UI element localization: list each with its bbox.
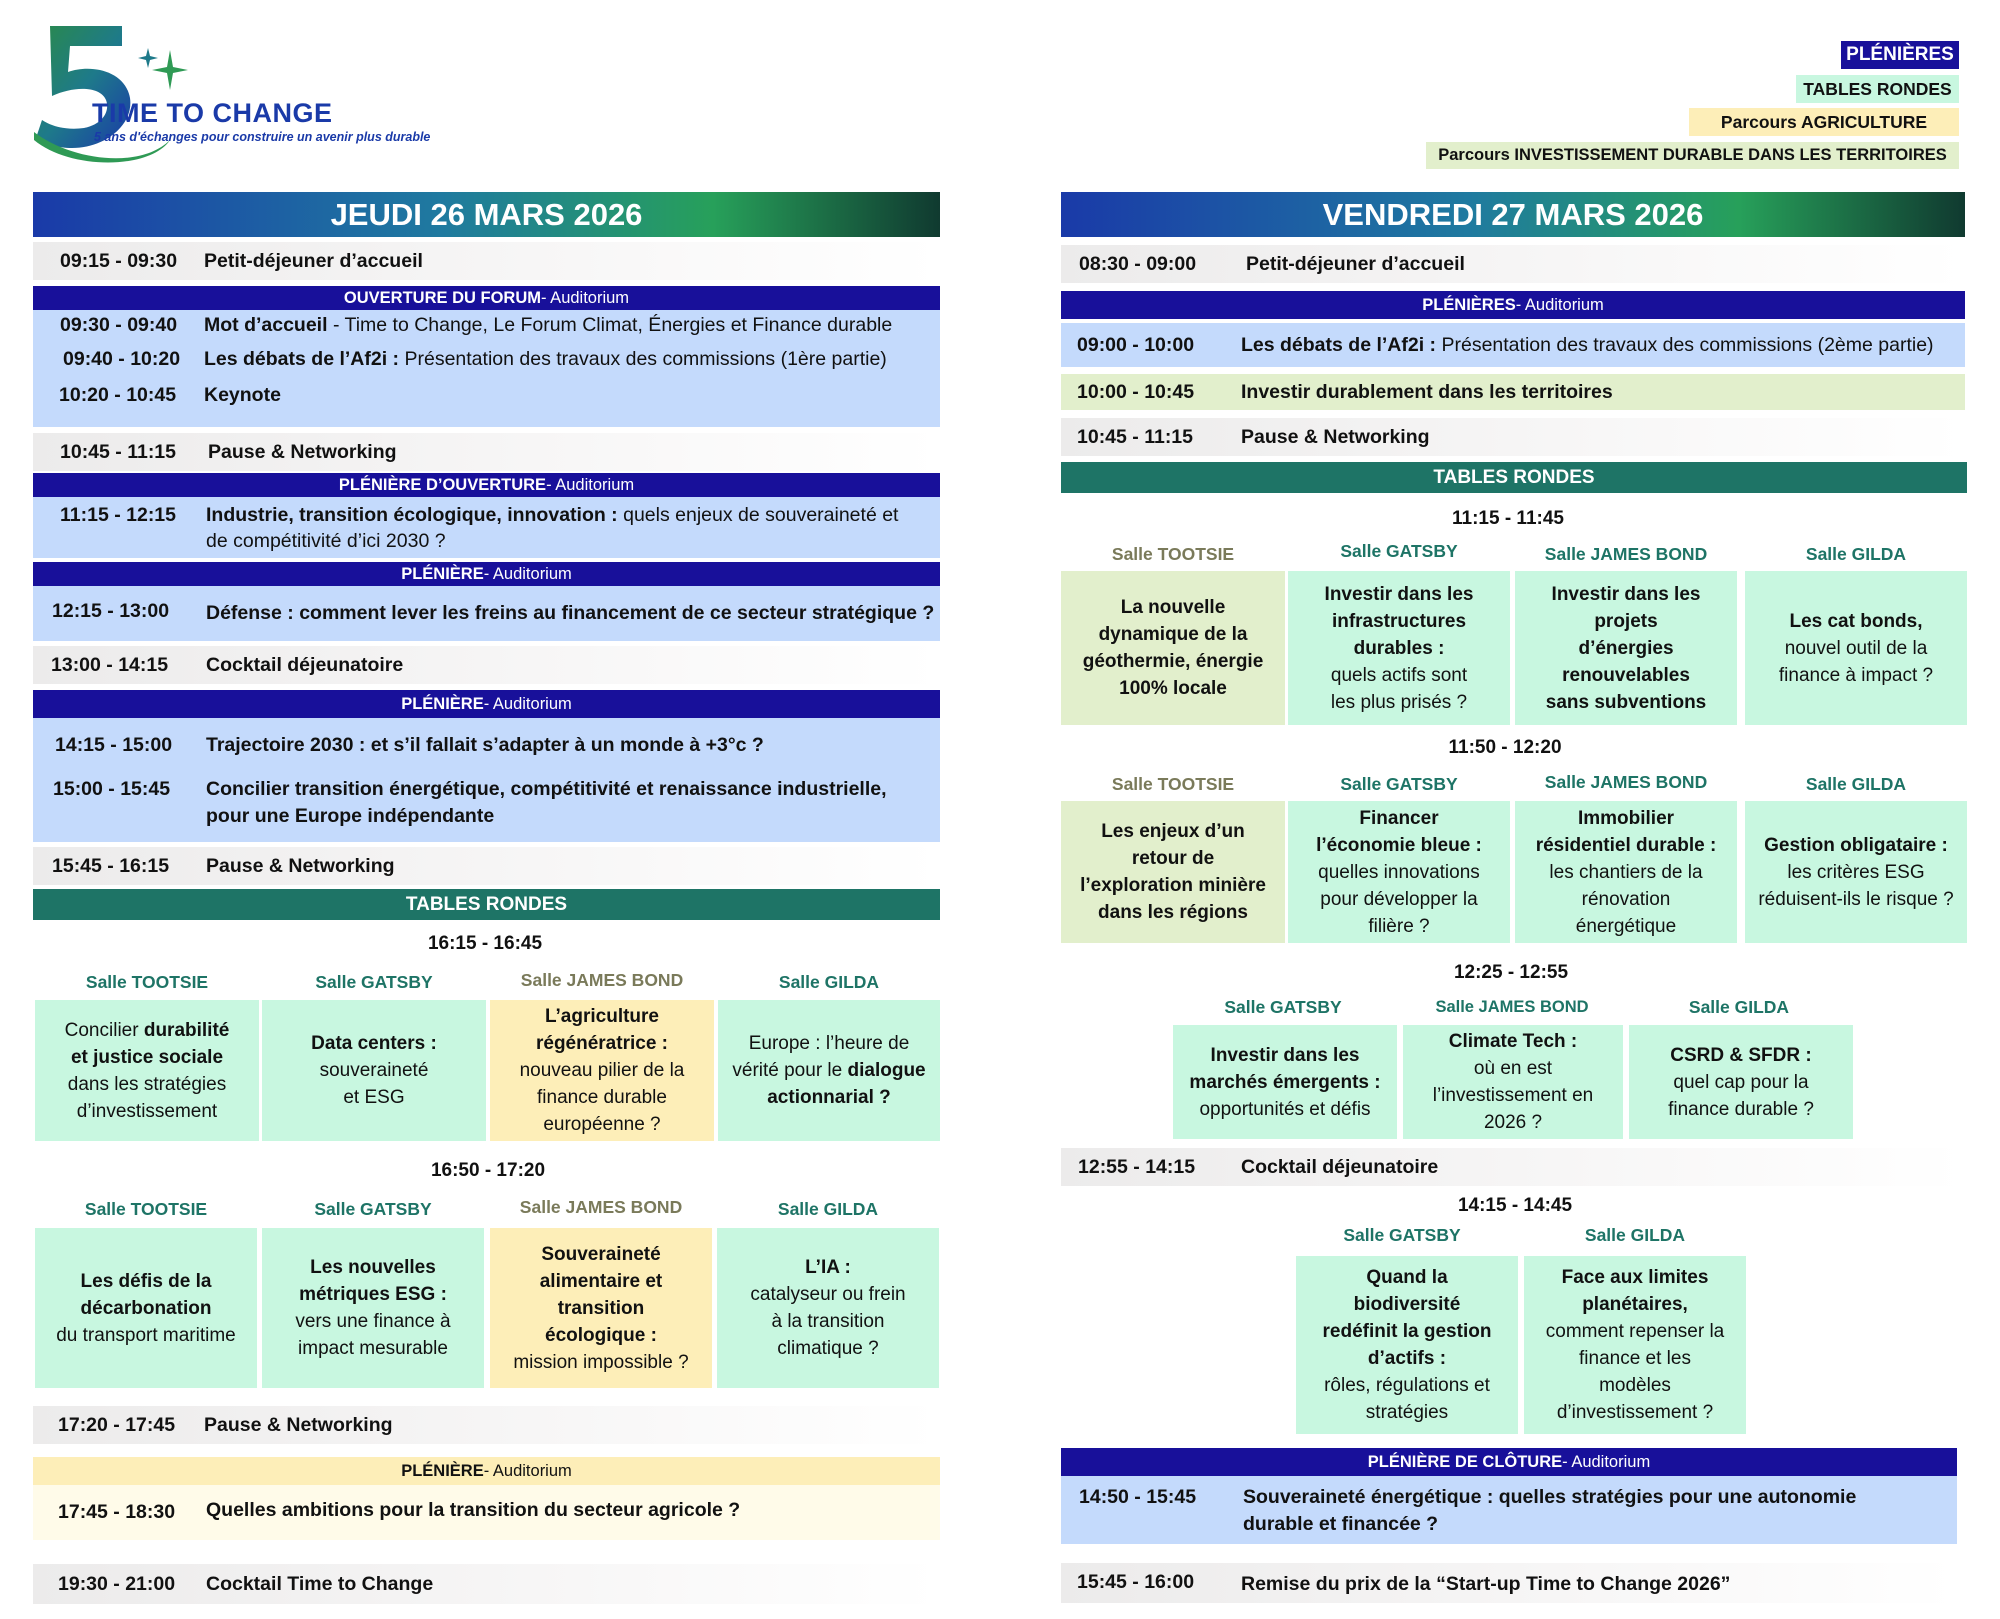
fri-table-limites: Face aux limites planétaires, comment repenser la finance et les modèles d’investissement ? xyxy=(1524,1256,1746,1434)
fri-table-renouvelables: Investir dans les projets d’énergies renouvelables sans subventions xyxy=(1515,571,1737,725)
room-label: Salle GILDA xyxy=(777,1199,879,1219)
session-title: Keynote xyxy=(204,384,281,406)
thu-pleniere2-block: 14:15 - 15:00 Trajectoire 2030 : et s’il fallait s’adapter à un monde à +3°c ? 15:00 - 15:45 Concilier transition énergétique, compétitivité et renaissance industrielle, pour une Europe indépendante xyxy=(33,718,940,842)
room-label: Salle GILDA xyxy=(1584,1225,1686,1245)
fri-table-obligataire: Gestion obligataire : les critères ESG réduisent-ils le risque ? xyxy=(1745,801,1967,943)
room-label: Salle GATSBY xyxy=(314,1199,432,1219)
thu-pleniere2-header: PLÉNIÈRE - Auditorium xyxy=(33,690,940,718)
fri-slot2-time: 11:50 - 12:20 xyxy=(1448,737,1562,758)
logo-tagline: 5 ans d'échanges pour construire un avenir plus durable xyxy=(94,130,431,144)
fri-session-breakfast: 08:30 - 09:00 Petit-déjeuner d’accueil xyxy=(1061,245,1965,283)
logo-title: TIME TO CHANGE xyxy=(92,98,333,128)
room-label: Salle GATSBY xyxy=(1340,774,1458,794)
session-time: 10:20 - 10:45 xyxy=(59,384,177,406)
thu-pleniere-agri-header: PLÉNIÈRE - Auditorium xyxy=(33,1457,940,1485)
thu-session-pause1: 10:45 - 11:15 Pause & Networking xyxy=(33,433,940,471)
logo xyxy=(30,20,450,170)
room-label: Salle TOOTSIE xyxy=(1111,774,1235,794)
sparkle-icon xyxy=(130,40,190,100)
thu-table-datacenters: Data centers : souveraineté et ESG xyxy=(262,1000,486,1141)
legend-tables-rondes: TABLES RONDES xyxy=(1796,75,1959,103)
room-label: Salle TOOTSIE xyxy=(84,1199,208,1219)
room-label: Salle GILDA xyxy=(778,972,880,992)
room-label: Salle JAMES BOND xyxy=(1544,772,1708,792)
room-label: Salle GATSBY xyxy=(1343,1225,1461,1245)
thu-session-industrie: 11:15 - 12:15 Industrie, transition écologique, innovation : quels enjeux de souveraineté et de compétitivité d’ici 2030 ? xyxy=(33,497,940,558)
fri-table-infrastructures: Investir dans les infrastructures durables : quels actifs sont les plus prisés ? xyxy=(1288,571,1510,725)
thu-table-maritime: Les défis de la décarbonation du transport maritime xyxy=(35,1228,257,1388)
fri-slot3-time: 12:25 - 12:55 xyxy=(1453,962,1569,983)
thu-slot1-time: 16:15 - 16:45 xyxy=(427,933,543,954)
session-time: 09:40 - 10:20 xyxy=(63,348,181,370)
thu-session-pause2: 15:45 - 16:15 Pause & Networking xyxy=(33,847,940,885)
thu-session-cocktail: 13:00 - 14:15 Cocktail déjeunatoire xyxy=(33,646,940,684)
thu-slot2-time: 16:50 - 17:20 xyxy=(430,1160,546,1181)
thu-table-agriculture: L’agriculture régénératrice : nouveau pilier de la finance durable européenne ? xyxy=(490,1000,714,1141)
thu-session-pause3: 17:20 - 17:45 Pause & Networking xyxy=(33,1406,940,1444)
room-label: Salle GATSBY xyxy=(315,972,433,992)
fri-table-immobilier: Immobilier résidentiel durable : les chantiers de la rénovation énergétique xyxy=(1515,801,1737,943)
thu-pleniere-ouverture-header: PLÉNIÈRE D’OUVERTURE - Auditorium xyxy=(33,473,940,497)
room-label: Salle GATSBY xyxy=(1224,997,1342,1017)
thu-table-souverainete-alimentaire: Souveraineté alimentaire et transition écologique : mission impossible ? xyxy=(490,1228,712,1388)
thu-session-cocktail-ttc: 19:30 - 21:00 Cocktail Time to Change xyxy=(33,1564,940,1604)
legend-investissement: Parcours INVESTISSEMENT DURABLE DANS LES TERRITOIRES xyxy=(1426,142,1959,169)
thu-opening-block: 09:30 - 09:40 Mot d’accueil - Time to Change, Le Forum Climat, Énergies et Finance durable 09:40 - 10:20 Les débats de l’Af2i : Présentation des travaux des commissions (1ère partie) 10:20 - 10:45 Keynote xyxy=(33,310,940,427)
fri-session-remise-prix: 15:45 - 16:00 Remise du prix de la “Start-up Time to Change 2026” xyxy=(1061,1563,1957,1603)
fri-cloture-header: PLÉNIÈRE DE CLÔTURE - Auditorium xyxy=(1061,1448,1957,1476)
session-time: 09:15 - 09:30 xyxy=(60,250,178,272)
fri-plenieres-header: PLÉNIÈRES - Auditorium xyxy=(1061,291,1965,319)
thu-session-agricole: 17:45 - 18:30 Quelles ambitions pour la transition du secteur agricole ? xyxy=(33,1485,940,1540)
session-title: Mot d’accueil xyxy=(204,314,328,336)
thu-opening-header: OUVERTURE DU FORUM - Auditorium xyxy=(33,286,940,310)
session-title: Petit-déjeuner d’accueil xyxy=(204,250,423,272)
room-label: Salle GILDA xyxy=(1688,997,1790,1017)
fri-table-biodiversite: Quand la biodiversité redéfinit la gestion d’actifs : rôles, régulations et stratégies xyxy=(1296,1256,1518,1434)
session-time: 09:30 - 09:40 xyxy=(60,314,178,336)
fri-table-catbonds: Les cat bonds, nouvel outil de la finance à impact ? xyxy=(1745,571,1967,725)
room-label: Salle JAMES BOND xyxy=(520,970,684,990)
fri-table-miniere: Les enjeux d’un retour de l’exploration minière dans les régions xyxy=(1061,801,1285,943)
friday-header: VENDREDI 27 MARS 2026 xyxy=(1061,192,1965,237)
thu-table-ia: L’IA : catalyseur ou frein à la transition climatique ? xyxy=(717,1228,939,1388)
room-label: Salle JAMES BOND xyxy=(1435,998,1589,1016)
fri-session-pause1: 10:45 - 11:15 Pause & Networking xyxy=(1061,418,1965,456)
thu-session-breakfast xyxy=(33,242,940,280)
fri-table-economie-bleue: Financer l’économie bleue : quelles innovations pour développer la filière ? xyxy=(1288,801,1510,943)
thu-session-defense: 12:15 - 13:00 Défense : comment lever les freins au financement de ce secteur stratégique ? xyxy=(33,586,940,641)
fri-table-climate-tech: Climate Tech : où en est l’investissement en 2026 ? xyxy=(1403,1025,1623,1139)
thu-table-durabilite: Concilier durabilité et justice sociale dans les stratégies d’investissement xyxy=(35,1000,259,1141)
session-title: Les débats de l’Af2i : xyxy=(204,348,400,370)
room-label: Salle GILDA xyxy=(1805,774,1907,794)
fri-slot4-time: 14:15 - 14:45 xyxy=(1457,1195,1573,1216)
fri-table-csrd: CSRD & SFDR : quel cap pour la finance durable ? xyxy=(1629,1025,1853,1139)
room-label: Salle JAMES BOND xyxy=(519,1197,683,1217)
fri-session-souverainete: 14:50 - 15:45 Souveraineté énergétique : quelles stratégies pour une autonomie durable et financée ? xyxy=(1061,1476,1957,1544)
room-label: Salle TOOTSIE xyxy=(1111,544,1235,564)
room-label: Salle JAMES BOND xyxy=(1544,544,1708,564)
fri-session-af2i: 09:00 - 10:00 Les débats de l’Af2i : Présentation des travaux des commissions (2ème partie) xyxy=(1061,323,1965,367)
fri-table-emergents: Investir dans les marchés émergents : opportunités et défis xyxy=(1173,1025,1397,1139)
legend-plenieres: PLÉNIÈRES xyxy=(1841,41,1959,69)
fri-session-cocktail: 12:55 - 14:15 Cocktail déjeunatoire xyxy=(1061,1148,1965,1186)
legend-agriculture: Parcours AGRICULTURE xyxy=(1689,108,1959,136)
thu-table-metriques: Les nouvelles métriques ESG : vers une finance à impact mesurable xyxy=(262,1228,484,1388)
thu-tables-rondes-header: TABLES RONDES xyxy=(33,889,940,920)
room-label: Salle GILDA xyxy=(1805,544,1907,564)
fri-table-geothermie: La nouvelle dynamique de la géothermie, énergie 100% locale xyxy=(1061,571,1285,725)
room-label: Salle TOOTSIE xyxy=(85,972,209,992)
thu-pleniere1-header: PLÉNIÈRE - Auditorium xyxy=(33,562,940,586)
fri-session-territoires: 10:00 - 10:45 Investir durablement dans les territoires xyxy=(1061,374,1965,410)
fri-slot1-time: 11:15 - 11:45 xyxy=(1452,508,1564,529)
fri-tables-rondes-header: TABLES RONDES xyxy=(1061,462,1967,493)
thu-table-europe: Europe : l’heure de vérité pour le dialogue actionnarial ? xyxy=(718,1000,940,1141)
room-label: Salle GATSBY xyxy=(1340,541,1458,561)
thursday-header: JEUDI 26 MARS 2026 xyxy=(33,192,940,237)
